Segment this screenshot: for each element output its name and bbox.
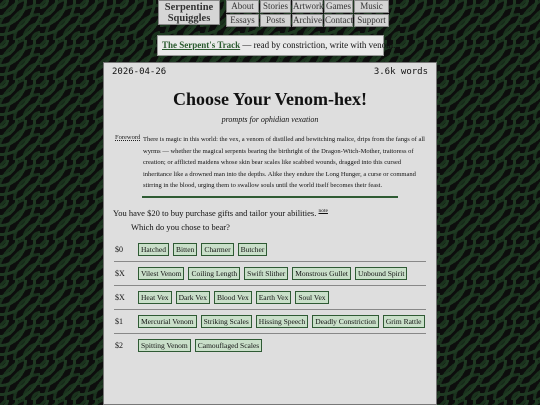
option-button[interactable]: Blood Vex (214, 291, 252, 304)
tier-row (114, 310, 426, 334)
nav-essays[interactable]: Essays (226, 14, 259, 27)
tier-list (104, 238, 436, 357)
story-meta (104, 63, 436, 77)
option-button[interactable]: Butcher (238, 243, 268, 256)
nav-stories[interactable]: Stories (260, 0, 291, 13)
option-button[interactable]: Mercurial Venom (138, 315, 197, 328)
nav-music[interactable]: Music (354, 0, 389, 13)
series-link[interactable]: The Serpent's Track (162, 40, 241, 50)
word-count: 3.6k words (373, 67, 428, 77)
option-button[interactable]: Grim Rattle (383, 315, 425, 328)
option-button[interactable]: Bitten (173, 243, 197, 256)
option-button[interactable]: Hissing Speech (256, 315, 308, 328)
option-button[interactable]: Coiling Length (188, 267, 240, 280)
site-title[interactable] (158, 0, 220, 25)
tier-options (138, 267, 426, 280)
series-banner (157, 35, 396, 56)
option-button[interactable]: Spitting Venom (138, 339, 191, 352)
foreword-tag[interactable]: Foreword (115, 134, 141, 141)
option-button[interactable]: Monstrous Gullet (292, 267, 351, 280)
story-date: 2026-04-26 (112, 67, 167, 77)
tier-price: $X (115, 292, 125, 302)
nav-about[interactable]: About (226, 0, 259, 13)
tier-options (138, 291, 426, 304)
tier-options (138, 243, 426, 256)
page-subtitle: prompts for ophidian vexation (221, 115, 319, 124)
tier-price: $2 (115, 340, 123, 350)
option-button[interactable]: Camouflaged Scales (195, 339, 262, 352)
option-button[interactable]: Deadly Constriction (312, 315, 379, 328)
option-button[interactable]: Unbound Spirit (355, 267, 407, 280)
tier-row (114, 238, 426, 262)
tier-row (114, 286, 426, 310)
tier-options (138, 339, 426, 352)
option-button[interactable]: Striking Scales (201, 315, 252, 328)
option-button[interactable]: Swift Slither (244, 267, 288, 280)
option-button[interactable]: Dark Vex (176, 291, 210, 304)
tier-price: $1 (115, 316, 123, 326)
choice-question: Which do you chose to bear? (131, 221, 230, 232)
option-button[interactable]: Hatched (138, 243, 169, 256)
option-button[interactable]: Soul Vex (295, 291, 328, 304)
tier-price: $0 (115, 244, 123, 254)
section-divider (142, 196, 398, 198)
tier-row (114, 334, 426, 357)
foreword (112, 134, 428, 192)
tier-options (138, 315, 426, 328)
foreword-text: There is magic in this world: the vex, a venom of distilled and bewitching malice, drips from the fangs of all wyrms — whether the magical serpents bearing the birthright of the Dragon-Witch-Mother, traitoress of creation; or afflicted maidens whose skin bear scales like scabbed wounds, dragged into this cursed inheritance like a drowned man into the depths. Alike they endure the Long Hunger, a curse or command stirring in the blood, urging them to swallow souls until the world itself becomes their feast. (143, 136, 425, 189)
option-button[interactable]: Charmer (201, 243, 233, 256)
budget-line (113, 208, 436, 218)
nav-support[interactable]: Support (354, 14, 389, 27)
nav-artwork[interactable]: Artwork (293, 1, 324, 11)
nav-contact[interactable]: Contact (325, 15, 353, 25)
option-button[interactable]: Heat Vex (138, 291, 172, 304)
option-button[interactable]: Earth Vex (256, 291, 292, 304)
tier-row (114, 262, 426, 286)
story-page (103, 62, 437, 405)
nav-games[interactable]: Games (326, 1, 351, 11)
option-button[interactable]: Vilest Venom (138, 267, 184, 280)
nav-posts[interactable]: Posts (260, 14, 291, 27)
main-nav (226, 0, 389, 27)
page-title: Choose Your Venom-hex! (172, 89, 368, 109)
tier-price: $X (115, 268, 125, 278)
budget-text: You have $20 to buy purchase gifts and tailor your abilities. (113, 207, 317, 218)
nav-archive[interactable]: Archive (293, 15, 322, 25)
site-title-line2: Squiggles (167, 12, 211, 24)
series-tagline: — read by constriction, write with venom. (240, 40, 396, 50)
budget-note-link[interactable]: note (318, 207, 328, 214)
site-title-line1: Serpentine (164, 1, 214, 13)
